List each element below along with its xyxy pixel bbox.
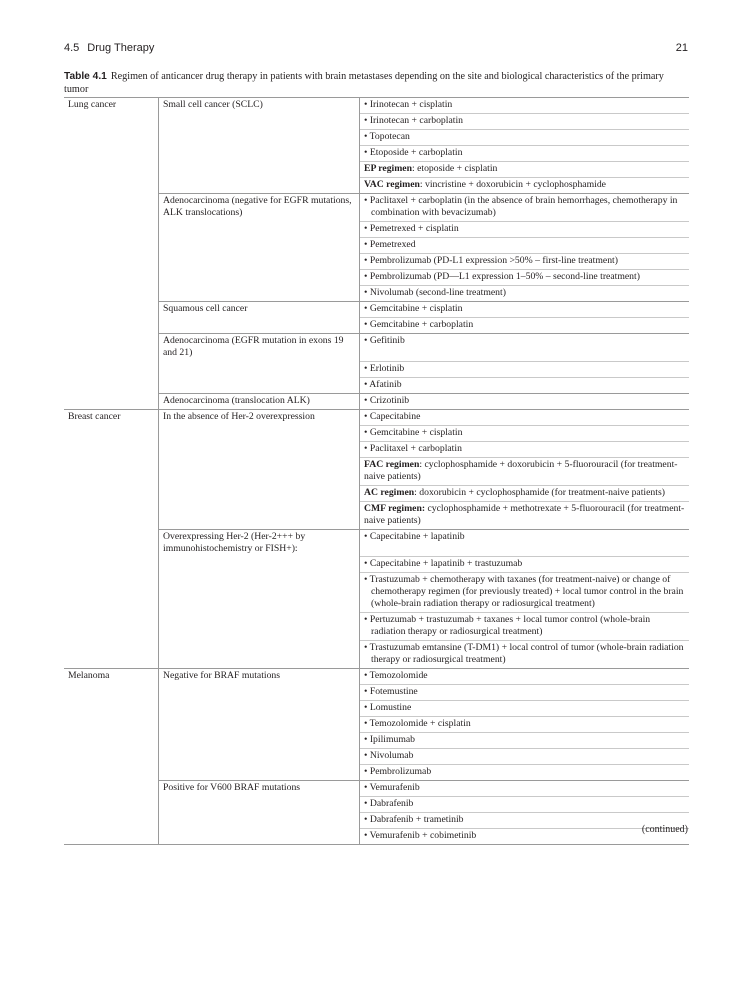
cancer-site-cell: [64, 829, 159, 845]
bullet-glyph: •: [364, 239, 370, 250]
bullet-glyph: •: [364, 255, 370, 266]
bullet-glyph: •: [364, 718, 370, 729]
bullet-glyph: •: [364, 410, 370, 422]
bullet-glyph: •: [364, 223, 370, 234]
tumor-subtype-cell: [159, 765, 360, 781]
tumor-subtype-cell: [159, 717, 360, 733]
tumor-subtype-cell: [159, 238, 360, 254]
table-row: [64, 162, 689, 178]
regimen-text: [364, 830, 686, 842]
regimen-text: [364, 531, 686, 543]
regimen-cell: [360, 286, 690, 302]
cancer-site-cell: [64, 377, 159, 393]
regimen-text: [364, 195, 686, 219]
regimen-text: [364, 503, 686, 527]
regimen-cell: [360, 254, 690, 270]
regimen-drugs: Pembrolizumab: [369, 766, 432, 777]
cancer-site-cell: [64, 222, 159, 238]
regimen-drugs: cyclophosphamide + methotrexate + 5-fluorouracil (for treatment-naive patients): [364, 502, 685, 526]
tumor-subtype-cell: [159, 829, 360, 845]
regimen-text: [364, 614, 686, 638]
table-row: [64, 501, 689, 529]
bullet-glyph: •: [364, 271, 370, 282]
cancer-site-cell: [64, 573, 159, 613]
regimen-cell: [360, 797, 690, 813]
regimen-drugs: Gemcitabine + carboplatin: [369, 319, 474, 330]
table-row: [64, 361, 689, 377]
table-row: [64, 829, 689, 845]
regimen-cell: [360, 733, 690, 749]
cancer-site-cell: Breast cancer: [64, 409, 159, 425]
table-label: Table 4.1: [64, 71, 107, 82]
regimen-cell: [360, 361, 690, 377]
regimen-drugs: Topotecan: [369, 131, 410, 142]
bullet-glyph: •: [364, 686, 370, 697]
regimen-drugs: Paclitaxel + carboplatin: [369, 442, 462, 454]
regimen-text: [364, 574, 686, 610]
cancer-site-cell: [64, 813, 159, 829]
bullet-glyph: •: [364, 750, 370, 761]
bullet-glyph: •: [364, 734, 370, 745]
regimen-cell: [360, 717, 690, 733]
table-row: [64, 377, 689, 393]
regimen-cell: [360, 146, 690, 162]
tumor-subtype-cell: [159, 130, 360, 146]
regimen-drugs: Ipilimumab: [369, 734, 416, 745]
regimen-cell: [360, 162, 690, 178]
table-row: [64, 797, 689, 813]
tumor-subtype-cell: Squamous cell cancer: [159, 302, 360, 318]
cancer-site-cell: [64, 441, 159, 457]
bullet-glyph: •: [364, 814, 370, 825]
bullet-glyph: •: [364, 287, 370, 298]
cancer-site-cell: [64, 641, 159, 669]
table-row: [64, 425, 689, 441]
regimen-drugs: : cyclophosphamide + doxorubicin + 5-fluorouracil (for treatment-naive patients): [364, 458, 678, 482]
cancer-site-cell: [64, 146, 159, 162]
section-title: Drug Therapy: [87, 42, 155, 54]
table-row: [64, 733, 689, 749]
regimen-table: [64, 97, 689, 845]
cancer-site-cell: Lung cancer: [64, 98, 159, 114]
table-row: [64, 641, 689, 669]
table-row: [64, 701, 689, 717]
tumor-subtype-cell: [159, 573, 360, 613]
regimen-drugs: : vincristine + doxorubicin + cyclophosphamide: [419, 179, 606, 190]
bullet-glyph: •: [364, 131, 370, 142]
cancer-site-cell: [64, 613, 159, 641]
tumor-subtype-cell: [159, 270, 360, 286]
regimen-cell: [360, 573, 690, 613]
regimen-drugs: Erlotinib: [369, 362, 405, 374]
regimen-text: [364, 303, 686, 315]
regimen-drugs: Vemurafenib: [369, 782, 420, 793]
regimen-cell: [360, 425, 690, 441]
bullet-glyph: •: [364, 442, 370, 454]
regimen-name: VAC regimen: [364, 179, 420, 190]
regimen-drugs: Capecitabine + lapatinib: [369, 530, 465, 542]
tumor-subtype-cell: [159, 377, 360, 393]
cancer-site-cell: [64, 457, 159, 485]
cancer-site-cell: [64, 270, 159, 286]
regimen-drugs: Gefitinib: [369, 335, 405, 346]
regimen-cell: [360, 701, 690, 717]
regimen-cell: [360, 457, 690, 485]
table-row: [64, 178, 689, 194]
cancer-site-cell: [64, 733, 159, 749]
cancer-site-cell: [64, 178, 159, 194]
bullet-glyph: •: [364, 394, 370, 406]
regimen-text: [364, 642, 686, 666]
regimen-cell: [360, 813, 690, 829]
regimen-cell: [360, 222, 690, 238]
regimen-cell: [360, 485, 690, 501]
regimen-text: [364, 287, 686, 299]
regimen-cell: [360, 641, 690, 669]
regimen-cell: [360, 318, 690, 334]
table-row: [64, 146, 689, 162]
tumor-subtype-cell: Overexpressing Her-2 (Her-2+++ by immunohistochemistry or FISH+):: [159, 529, 360, 557]
regimen-cell: [360, 749, 690, 765]
regimen-drugs: Dabrafenib: [369, 798, 414, 809]
cancer-site-cell: [64, 557, 159, 573]
regimen-cell: [360, 501, 690, 529]
cancer-site-cell: [64, 797, 159, 813]
bullet-glyph: •: [364, 335, 370, 346]
table-row: [64, 457, 689, 485]
regimen-drugs: Pembrolizumab (PD-L1 expression >50% – first-line treatment): [369, 255, 618, 266]
regimen-drugs: Nivolumab: [369, 750, 414, 761]
table-row: [64, 393, 689, 409]
table-row: [64, 529, 689, 557]
tumor-subtype-cell: [159, 685, 360, 701]
cancer-site-cell: [64, 194, 159, 222]
bullet-glyph: •: [364, 798, 370, 809]
cancer-site-cell: Melanoma: [64, 669, 159, 685]
table-row: [64, 441, 689, 457]
regimen-drugs: Capecitabine: [369, 410, 421, 422]
regimen-text: [364, 702, 686, 714]
page-number: 21: [675, 42, 688, 54]
cancer-site-cell: [64, 286, 159, 302]
table-row: [64, 270, 689, 286]
cancer-site-cell: [64, 393, 159, 409]
regimen-name: EP regimen: [364, 163, 412, 174]
regimen-drugs: Temozolomide: [369, 670, 428, 681]
regimen-cell: [360, 377, 690, 393]
regimen-text: [364, 163, 686, 175]
regimen-drugs: Etoposide + carboplatin: [369, 147, 463, 158]
tumor-subtype-cell: [159, 557, 360, 573]
cancer-site-cell: [64, 781, 159, 797]
regimen-text: [364, 427, 686, 439]
regimen-text: [364, 223, 686, 235]
regimen-text: [364, 798, 686, 810]
tumor-subtype-cell: [159, 286, 360, 302]
page-header: [64, 42, 688, 60]
bullet-glyph: •: [364, 378, 370, 390]
regimen-text: [364, 131, 686, 143]
tumor-subtype-cell: Small cell cancer (SCLC): [159, 98, 360, 114]
bullet-glyph: •: [364, 426, 370, 438]
caption-text: Regimen of anticancer drug therapy in patients with brain metastases depending on the site and biological characteristics of the primary tumor: [64, 71, 664, 95]
regimen-text: [364, 670, 686, 682]
cancer-site-cell: [64, 334, 159, 362]
regimen-name: AC regimen: [364, 486, 415, 498]
section-number: 4.5: [64, 42, 80, 54]
regimen-text: [364, 255, 686, 267]
cancer-site-cell: [64, 302, 159, 318]
tumor-subtype-cell: [159, 485, 360, 501]
regimen-drugs: Pemetrexed: [369, 239, 416, 250]
table-row: [64, 130, 689, 146]
tumor-subtype-cell: [159, 733, 360, 749]
regimen-text: [364, 99, 686, 111]
cancer-site-cell: [64, 162, 159, 178]
cancer-site-cell: [64, 425, 159, 441]
tumor-subtype-cell: Adenocarcinoma (translocation ALK): [159, 393, 360, 409]
bullet-glyph: •: [364, 99, 370, 110]
bullet-glyph: •: [364, 147, 370, 158]
tumor-subtype-cell: [159, 641, 360, 669]
tumor-subtype-cell: [159, 361, 360, 377]
regimen-drugs: Fotemustine: [369, 686, 418, 697]
table-row: [64, 781, 689, 797]
table-row: [64, 98, 689, 114]
regimen-text: [364, 271, 686, 283]
table-row: [64, 717, 689, 733]
regimen-text: [364, 750, 686, 762]
cancer-site-cell: [64, 701, 159, 717]
regimen-drugs: : etoposide + cisplatin: [411, 163, 498, 174]
regimen-cell: [360, 238, 690, 254]
regimen-drugs: Pertuzumab + trastuzumab + taxanes + local tumor control (whole-brain radiation therapy or radiosurgical treatment): [369, 614, 651, 637]
regimen-text: [364, 814, 686, 826]
table-row: [64, 114, 689, 130]
bullet-glyph: •: [364, 642, 370, 653]
table-row: [64, 485, 689, 501]
regimen-cell: [360, 669, 690, 685]
regimen-drugs: Crizotinib: [369, 394, 410, 406]
regimen-cell: [360, 98, 690, 114]
table-row: [64, 573, 689, 613]
tumor-subtype-cell: [159, 813, 360, 829]
cancer-site-cell: [64, 130, 159, 146]
bullet-glyph: •: [364, 115, 370, 126]
cancer-site-cell: [64, 717, 159, 733]
regimen-text: [364, 115, 686, 127]
regimen-text: [364, 459, 686, 483]
regimen-cell: [360, 557, 690, 573]
bullet-glyph: •: [364, 195, 370, 206]
bullet-glyph: •: [364, 574, 370, 585]
cancer-site-cell: [64, 361, 159, 377]
regimen-cell: [360, 114, 690, 130]
tumor-subtype-cell: [159, 178, 360, 194]
bullet-glyph: •: [364, 766, 370, 777]
regimen-text: [364, 718, 686, 730]
regimen-cell: [360, 270, 690, 286]
cancer-site-cell: [64, 485, 159, 501]
regimen-drugs: Gemcitabine + cisplatin: [369, 426, 463, 438]
table-row: [64, 238, 689, 254]
continued-label: (continued): [641, 824, 688, 835]
cancer-site-cell: [64, 529, 159, 557]
regimen-cell: [360, 178, 690, 194]
regimen-text: [364, 395, 686, 407]
regimen-text: [364, 686, 686, 698]
regimen-text: [364, 487, 686, 499]
regimen-cell: [360, 829, 690, 845]
bullet-glyph: •: [364, 702, 370, 713]
running-head: [64, 42, 154, 54]
regimen-cell: [360, 613, 690, 641]
regimen-text: [364, 782, 686, 794]
table-row: [64, 318, 689, 334]
table-row: [64, 409, 689, 425]
table-row: [64, 334, 689, 362]
regimen-drugs: Pemetrexed + cisplatin: [369, 223, 459, 234]
regimen-text: [364, 558, 686, 570]
regimen-cell: [360, 130, 690, 146]
regimen-cell: [360, 409, 690, 425]
table-row: [64, 613, 689, 641]
regimen-drugs: Lomustine: [369, 702, 412, 713]
tumor-subtype-cell: [159, 501, 360, 529]
regimen-drugs: Dabrafenib + trametinib: [369, 814, 464, 825]
tumor-subtype-cell: [159, 425, 360, 441]
cancer-site-cell: [64, 685, 159, 701]
bullet-glyph: •: [364, 319, 370, 330]
bullet-glyph: •: [364, 830, 370, 841]
tumor-subtype-cell: [159, 318, 360, 334]
cancer-site-cell: [64, 238, 159, 254]
table-row: [64, 669, 689, 685]
table-row: [64, 557, 689, 573]
regimen-cell: [360, 334, 690, 362]
bullet-glyph: •: [364, 303, 370, 314]
regimen-name: CMF regimen:: [364, 502, 426, 514]
bullet-glyph: •: [364, 362, 370, 374]
regimen-text: [364, 766, 686, 778]
tumor-subtype-cell: Adenocarcinoma (EGFR mutation in exons 19 and 21): [159, 334, 360, 362]
tumor-subtype-cell: Negative for BRAF mutations: [159, 669, 360, 685]
tumor-subtype-cell: [159, 162, 360, 178]
regimen-drugs: Trastuzumab emtansine (T-DM1) + local control of tumor (whole-brain radiation therapy or radiosurgical treatment): [369, 642, 684, 665]
table-row: [64, 254, 689, 270]
regimen-name: FAC regimen: [364, 458, 420, 470]
cancer-site-cell: [64, 765, 159, 781]
table-row: [64, 302, 689, 318]
regimen-cell: [360, 302, 690, 318]
regimen-cell: [360, 781, 690, 797]
tumor-subtype-cell: Adenocarcinoma (negative for EGFR mutations, ALK translocations): [159, 194, 360, 222]
regimen-drugs: Gemcitabine + cisplatin: [369, 303, 463, 314]
tumor-subtype-cell: [159, 457, 360, 485]
regimen-drugs: Irinotecan + cisplatin: [369, 99, 453, 110]
regimen-text: [364, 179, 686, 191]
regimen-drugs: Temozolomide + cisplatin: [369, 718, 471, 729]
bullet-glyph: •: [364, 782, 370, 793]
tumor-subtype-cell: [159, 613, 360, 641]
table-row: [64, 685, 689, 701]
regimen-text: [364, 363, 686, 375]
regimen-text: [364, 734, 686, 746]
tumor-subtype-cell: [159, 222, 360, 238]
table-caption: [64, 70, 689, 96]
tumor-subtype-cell: [159, 254, 360, 270]
regimen-cell: [360, 529, 690, 557]
regimen-drugs: Capecitabine + lapatinib + trastuzumab: [369, 558, 523, 569]
bullet-glyph: •: [364, 614, 370, 625]
regimen-cell: [360, 685, 690, 701]
tumor-subtype-cell: [159, 797, 360, 813]
table-row: [64, 813, 689, 829]
regimen-drugs: Trastuzumab + chemotherapy with taxanes (for treatment-naive) or change of chemotherapy regimen (for previously treated) + local tumor control in the brain (whole-brain radiation therapy or radiosurgical treatment): [369, 574, 684, 609]
table-row: [64, 749, 689, 765]
cancer-site-cell: [64, 254, 159, 270]
cancer-site-cell: [64, 501, 159, 529]
tumor-subtype-cell: Positive for V600 BRAF mutations: [159, 781, 360, 797]
table-body: [64, 98, 689, 845]
regimen-cell: [360, 393, 690, 409]
tumor-subtype-cell: [159, 441, 360, 457]
regimen-drugs: Afatinib: [369, 378, 402, 390]
table-row: [64, 286, 689, 302]
regimen-cell: [360, 194, 690, 222]
regimen-text: [364, 239, 686, 251]
tumor-subtype-cell: In the absence of Her-2 overexpression: [159, 409, 360, 425]
regimen-cell: [360, 441, 690, 457]
table-row: [64, 222, 689, 238]
regimen-text: [364, 411, 686, 423]
tumor-subtype-cell: [159, 701, 360, 717]
tumor-subtype-cell: [159, 749, 360, 765]
cancer-site-cell: [64, 318, 159, 334]
regimen-text: [364, 147, 686, 159]
regimen-text: [364, 319, 686, 331]
regimen-cell: [360, 765, 690, 781]
regimen-drugs: Nivolumab (second-line treatment): [369, 287, 506, 298]
table-row: [64, 194, 689, 222]
regimen-text: [364, 335, 686, 347]
bullet-glyph: •: [364, 670, 370, 681]
bullet-glyph: •: [364, 558, 370, 569]
regimen-text: [364, 443, 686, 455]
regimen-drugs: Paclitaxel + carboplatin (in the absence of brain hemorrhages, chemotherapy in combination with bevacizumab): [369, 195, 678, 218]
tumor-subtype-cell: [159, 146, 360, 162]
cancer-site-cell: [64, 749, 159, 765]
regimen-drugs: Vemurafenib + cobimetinib: [369, 830, 477, 841]
table-row: [64, 765, 689, 781]
bullet-glyph: •: [364, 530, 370, 542]
regimen-drugs: : doxorubicin + cyclophosphamide (for treatment-naive patients): [414, 486, 665, 498]
regimen-text: [364, 379, 686, 391]
cancer-site-cell: [64, 114, 159, 130]
regimen-drugs: Pembrolizumab (PD—L1 expression 1–50% – second-line treatment): [369, 271, 640, 282]
tumor-subtype-cell: [159, 114, 360, 130]
regimen-drugs: Irinotecan + carboplatin: [369, 115, 463, 126]
